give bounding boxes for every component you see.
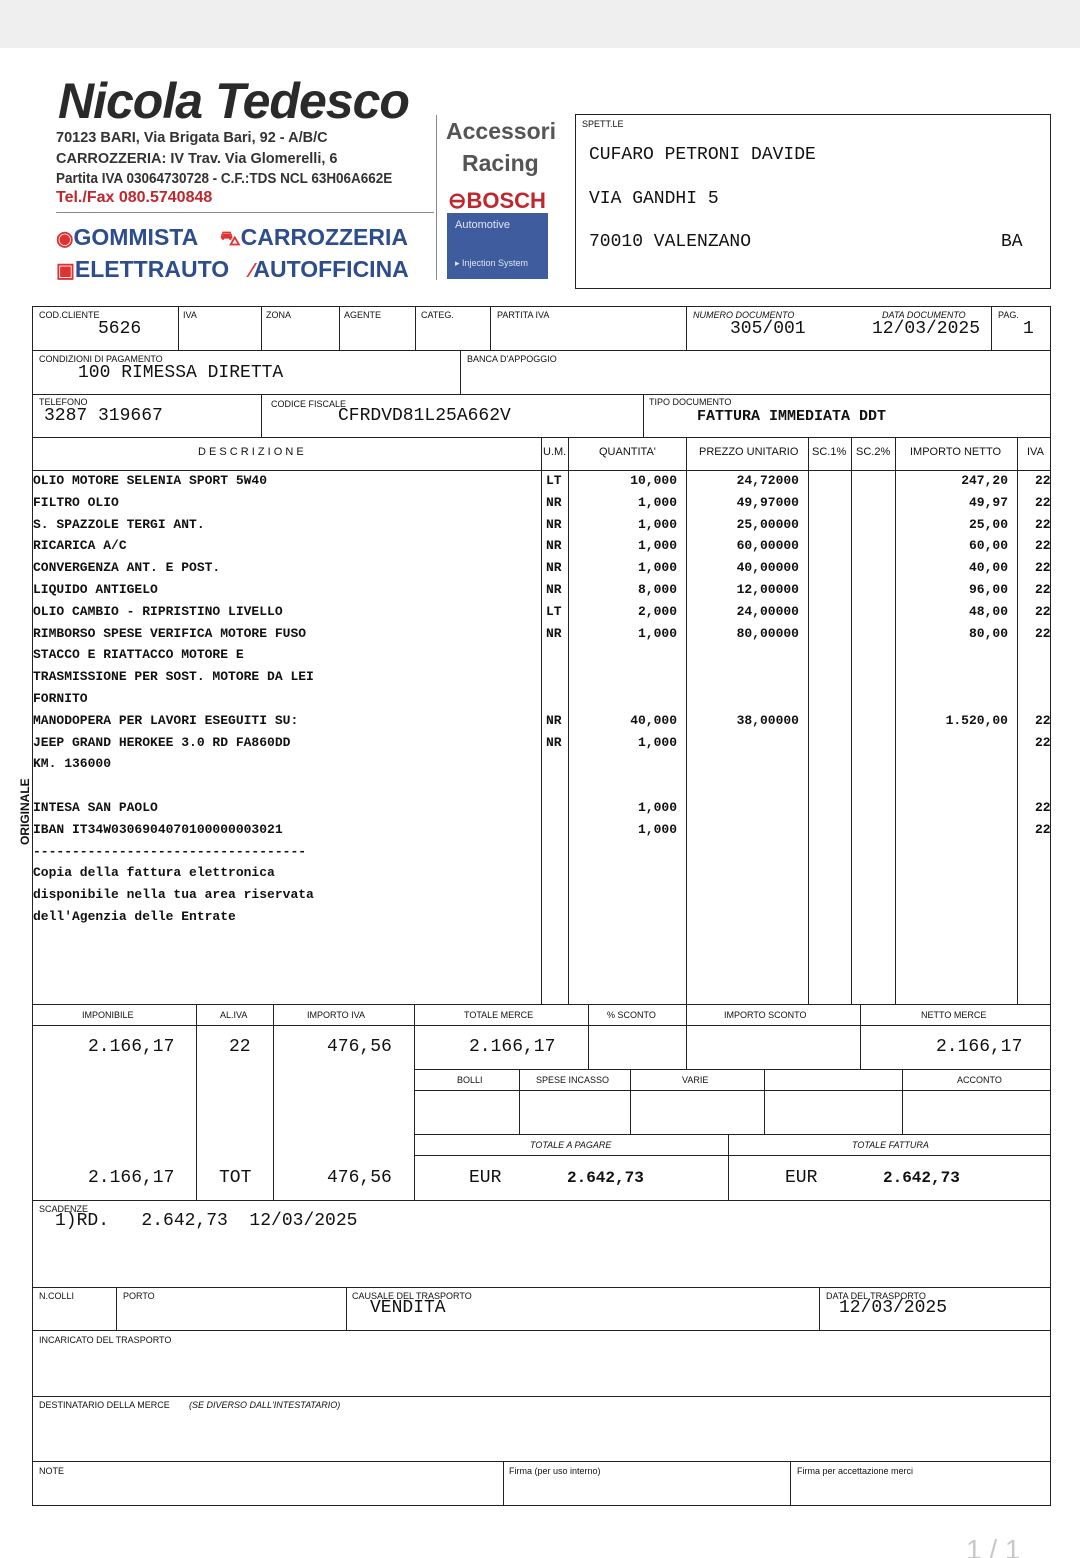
recipient-city: 70010 VALENZANO	[589, 232, 752, 252]
bolli-label: BOLLI	[457, 1075, 483, 1085]
row-quantity: 1,000	[637, 821, 677, 837]
table-row	[33, 884, 1051, 906]
row-unit-price: 49,97000	[736, 494, 799, 510]
row-description: CONVERGENZA ANT. E POST.	[33, 560, 221, 576]
row-um: NR	[546, 538, 562, 554]
iva-label: IVA	[183, 310, 197, 320]
row-description: OLIO MOTORE SELENIA SPORT 5W40	[33, 473, 268, 488]
data-trasporto-label: DATA DEL TRASPORTO	[826, 1291, 926, 1301]
col-sc2: SC.2%	[856, 446, 891, 458]
table-row	[33, 797, 1051, 819]
row-iva: 22	[1035, 582, 1051, 597]
totale-pagare-value: 2.642,73	[567, 1169, 644, 1187]
row-um: NR	[546, 734, 562, 750]
accessori-text: Accessori	[446, 118, 556, 144]
row-description: FILTRO OLIO	[33, 494, 119, 510]
iva-tot-value: 476,56	[327, 1168, 392, 1188]
tot-label: TOT	[219, 1168, 252, 1188]
row-description: S. SPAZZOLE TERGI ANT.	[33, 516, 205, 532]
currency-pagare: EUR	[469, 1168, 502, 1188]
col-descrizione: D E S C R I Z I O N E	[198, 446, 304, 458]
currency-fattura: EUR	[785, 1168, 818, 1188]
cod-cliente-label: COD.CLIENTE	[39, 310, 100, 320]
row-description: RIMBORSO SPESE VERIFICA MOTORE FUSO	[33, 625, 307, 641]
scadenze-label: SCADENZE	[39, 1204, 89, 1214]
destinatario-note: (SE DIVERSO DALL'INTESTATARIO)	[189, 1400, 341, 1410]
row-quantity: 2,000	[637, 603, 677, 619]
row-description: TRASMISSIONE PER SOST. MOTORE DA LEI	[33, 669, 314, 685]
row-net-amount: 48,00	[968, 603, 1008, 619]
numero-documento-label: NUMERO DOCUMENTO	[693, 310, 795, 320]
importo-iva-value: 476,56	[327, 1037, 392, 1057]
row-quantity: 1,000	[637, 516, 677, 532]
data-documento-label: DATA DOCUMENTO	[882, 310, 966, 320]
company-address: 70123 BARI, Via Brigata Bari, 92 - A/B/C	[56, 130, 328, 146]
row-iva: 22	[1035, 473, 1051, 488]
totale-merce-label: TOTALE MERCE	[464, 1010, 534, 1020]
row-net-amount: 60,00	[968, 538, 1008, 554]
imponibile-tot-value: 2.166,17	[88, 1168, 175, 1188]
telefono-label: TELEFONO	[39, 397, 88, 407]
row-quantity: 1,000	[637, 560, 677, 576]
row-description: LIQUIDO ANTIGELO	[33, 582, 158, 597]
row-net-amount: 96,00	[968, 582, 1008, 597]
condizioni-value: 100 RIMESSA DIRETTA	[78, 363, 284, 383]
recipient-street: VIA GANDHI 5	[589, 189, 719, 209]
row-unit-price: 24,00000	[736, 603, 799, 619]
firma-accettazione-label: Firma per accettazione merci	[797, 1466, 914, 1476]
wrench-icon: ⁄	[250, 260, 254, 282]
company-piva: Partita IVA 03064730728 - C.F.:TDS NCL 63H06A662E	[56, 171, 393, 187]
service-carrozzeria: ⛍CARROZZERIA	[220, 224, 409, 250]
car-icon: ⛍	[220, 228, 241, 250]
row-description: STACCO E RIATTACCO MOTORE E	[33, 647, 244, 663]
scadenze-value: 1)RD. 2.642,73 12/03/2025	[55, 1211, 358, 1231]
bosch-icon: ⊖	[448, 188, 467, 213]
row-iva: 22	[1035, 516, 1051, 532]
originale-side-label: ORIGINALE	[18, 778, 32, 845]
totale-merce-value: 2.166,17	[469, 1037, 556, 1057]
table-row	[33, 579, 1051, 601]
recipient-box	[575, 114, 1051, 289]
table-row	[33, 492, 1051, 514]
aliva-label: AL.IVA	[220, 1010, 248, 1020]
condizioni-label: CONDIZIONI DI PAGAMENTO	[39, 354, 163, 364]
col-um: U.M.	[543, 446, 567, 458]
numero-documento-value: 305/001	[730, 319, 806, 339]
table-row	[33, 514, 1051, 536]
row-description: IBAN IT34W0306904070100000003021	[33, 821, 283, 837]
tire-icon: ◉	[56, 228, 74, 250]
row-quantity: 1,000	[637, 494, 677, 510]
company-carrozzeria: CARROZZERIA: IV Trav. Via Glomerelli, 6	[56, 151, 338, 167]
bosch-automotive-badge: Automotive ▸ Injection System	[447, 213, 548, 279]
zona-label: ZONA	[266, 310, 292, 320]
row-description: FORNITO	[33, 691, 88, 706]
telefono-value: 3287 319667	[44, 406, 163, 426]
aliva-value: 22	[229, 1037, 251, 1057]
row-description: JEEP GRAND HEROKEE 3.0 RD FA860DD	[33, 734, 291, 750]
agente-label: AGENTE	[344, 310, 382, 320]
row-unit-price: 60,00000	[736, 538, 799, 554]
row-quantity: 1,000	[637, 625, 677, 641]
row-um: NR	[546, 712, 562, 728]
col-prezzo: PREZZO UNITARIO	[699, 446, 799, 458]
row-iva: 22	[1035, 734, 1051, 750]
table-row	[33, 644, 1051, 666]
row-net-amount: 80,00	[968, 625, 1008, 641]
causale-label: CAUSALE DEL TRASPORTO	[352, 1291, 472, 1301]
firma-interno-label: Firma (per uso interno)	[509, 1466, 601, 1476]
row-description: disponibile nella tua area riservata	[33, 887, 314, 903]
table-row	[33, 557, 1051, 579]
data-documento-value: 12/03/2025	[872, 319, 981, 339]
service-elettrauto: ▣ELETTRAUTO	[56, 256, 230, 282]
row-quantity: 8,000	[637, 582, 677, 597]
row-unit-price: 25,00000	[736, 516, 799, 532]
table-row	[33, 688, 1051, 710]
row-iva: 22	[1035, 625, 1051, 641]
row-um: NR	[546, 560, 562, 576]
company-tel: Tel./Fax 080.5740848	[56, 189, 213, 206]
row-iva: 22	[1035, 800, 1051, 815]
col-quantita: QUANTITA'	[599, 446, 656, 458]
row-unit-price: 12,00000	[736, 582, 799, 597]
row-um: NR	[546, 582, 562, 597]
table-row	[33, 906, 1051, 928]
row-iva: 22	[1035, 538, 1051, 554]
destinatario-box	[32, 1396, 1051, 1462]
table-row	[33, 732, 1051, 754]
tipo-documento-label: TIPO DOCUMENTO	[649, 397, 732, 407]
table-row	[33, 535, 1051, 557]
row-description: OLIO CAMBIO - RIPRISTINO LIVELLO	[33, 603, 283, 619]
table-row	[33, 819, 1051, 841]
codice-fiscale-label: CODICE FISCALE	[271, 399, 347, 409]
row-iva: 22	[1035, 494, 1051, 510]
row-quantity: 1,000	[637, 538, 677, 554]
row-description: -----------------------------------	[33, 843, 307, 859]
recipient-label: SPETT.LE	[582, 119, 624, 129]
row-description: dell'Agenzia delle Entrate	[33, 909, 236, 924]
incaricato-label: INCARICATO DEL TRASPORTO	[39, 1335, 172, 1345]
contact-row	[32, 394, 1051, 438]
note-label: NOTE	[39, 1466, 65, 1476]
col-importo: IMPORTO NETTO	[910, 446, 1002, 458]
row-description: MANODOPERA PER LAVORI ESEGUITI SU:	[33, 712, 299, 728]
table-row	[33, 710, 1051, 732]
viewer-top-bar	[0, 0, 1080, 48]
table-row	[33, 623, 1051, 645]
importo-sconto-label: IMPORTO SCONTO	[724, 1010, 807, 1020]
netto-merce-value: 2.166,17	[936, 1037, 1023, 1057]
row-description: KM. 136000	[33, 756, 112, 772]
row-description: Copia della fattura elettronica	[33, 865, 275, 881]
destinatario-label: DESTINATARIO DELLA MERCE	[39, 1400, 170, 1410]
imponibile-value: 2.166,17	[88, 1037, 175, 1057]
table-row	[33, 666, 1051, 688]
table-row	[33, 753, 1051, 775]
row-um: NR	[546, 625, 562, 641]
table-row	[33, 775, 1051, 797]
col-iva: IVA	[1027, 446, 1044, 458]
row-unit-price: 40,00000	[736, 560, 799, 576]
codice-fiscale-value: CFRDVD81L25A662V	[338, 406, 511, 426]
row-um: NR	[546, 494, 562, 510]
recipient-name: CUFARO PETRONI DAVIDE	[589, 145, 816, 165]
row-iva: 22	[1035, 603, 1051, 619]
row-description: RICARICA A/C	[33, 538, 127, 554]
tipo-documento-value: FATTURA IMMEDIATA DDT	[697, 408, 887, 425]
partita-iva-label: PARTITA IVA	[497, 310, 550, 320]
imponibile-label: IMPONIBILE	[82, 1010, 134, 1020]
battery-icon: ▣	[56, 260, 75, 282]
row-um: LT	[546, 603, 562, 619]
row-net-amount: 40,00	[968, 560, 1008, 576]
totale-fattura-value: 2.642,73	[883, 1169, 960, 1187]
row-net-amount: 247,20	[961, 473, 1008, 488]
row-description: INTESA SAN PAOLO	[33, 800, 158, 815]
table-row	[33, 862, 1051, 884]
pag-value: 1	[1023, 319, 1034, 339]
page-indicator: 1 / 1	[966, 1534, 1021, 1558]
row-net-amount: 1.520,00	[945, 712, 1008, 728]
totale-pagare-label: TOTALE A PAGARE	[530, 1140, 612, 1150]
row-unit-price: 80,00000	[736, 625, 799, 641]
row-iva: 22	[1035, 560, 1051, 576]
row-quantity: 10,000	[630, 473, 677, 488]
varie-label: VARIE	[682, 1075, 709, 1085]
sconto-label: % SCONTO	[607, 1010, 656, 1020]
importo-iva-label: IMPORTO IVA	[307, 1010, 366, 1020]
netto-merce-label: NETTO MERCE	[921, 1010, 987, 1020]
table-row	[33, 841, 1051, 863]
ncolli-label: N.COLLI	[39, 1291, 75, 1301]
service-gommista: ◉GOMMISTA	[56, 224, 199, 250]
row-unit-price: 38,00000	[736, 712, 799, 728]
spese-incasso-label: SPESE INCASSO	[536, 1075, 610, 1085]
recipient-province: BA	[1001, 232, 1023, 252]
banca-label: BANCA D'APPOGGIO	[467, 354, 557, 364]
table-row	[33, 470, 1051, 492]
racing-text: Racing	[462, 150, 539, 176]
row-um: LT	[546, 473, 562, 488]
row-iva: 22	[1035, 821, 1051, 837]
incaricato-box	[32, 1330, 1051, 1397]
row-um: NR	[546, 516, 562, 532]
table-row	[33, 601, 1051, 623]
row-quantity: 40,000	[630, 712, 677, 728]
row-quantity: 1,000	[637, 800, 677, 815]
pag-label: PAG.	[998, 310, 1019, 320]
row-unit-price: 24,72000	[736, 473, 799, 488]
acconto-label: ACCONTO	[957, 1075, 1002, 1085]
data-trasporto-value: 12/03/2025	[839, 1298, 948, 1318]
bosch-logo: ⊖BOSCH	[448, 188, 546, 213]
totale-fattura-label: TOTALE FATTURA	[852, 1140, 929, 1150]
row-net-amount: 25,00	[968, 516, 1008, 532]
porto-label: PORTO	[123, 1291, 155, 1301]
service-autofficina: ⁄AUTOFFICINA	[250, 256, 409, 282]
categ-label: CATEG.	[421, 310, 454, 320]
company-name: Nicola Tedesco	[58, 73, 409, 129]
row-quantity: 1,000	[637, 734, 677, 750]
cod-cliente-value: 5626	[98, 319, 142, 339]
row-net-amount: 49,97	[968, 494, 1008, 510]
row-iva: 22	[1035, 712, 1051, 728]
causale-value: VENDITA	[370, 1298, 446, 1318]
col-sc1: SC.1%	[812, 446, 847, 458]
